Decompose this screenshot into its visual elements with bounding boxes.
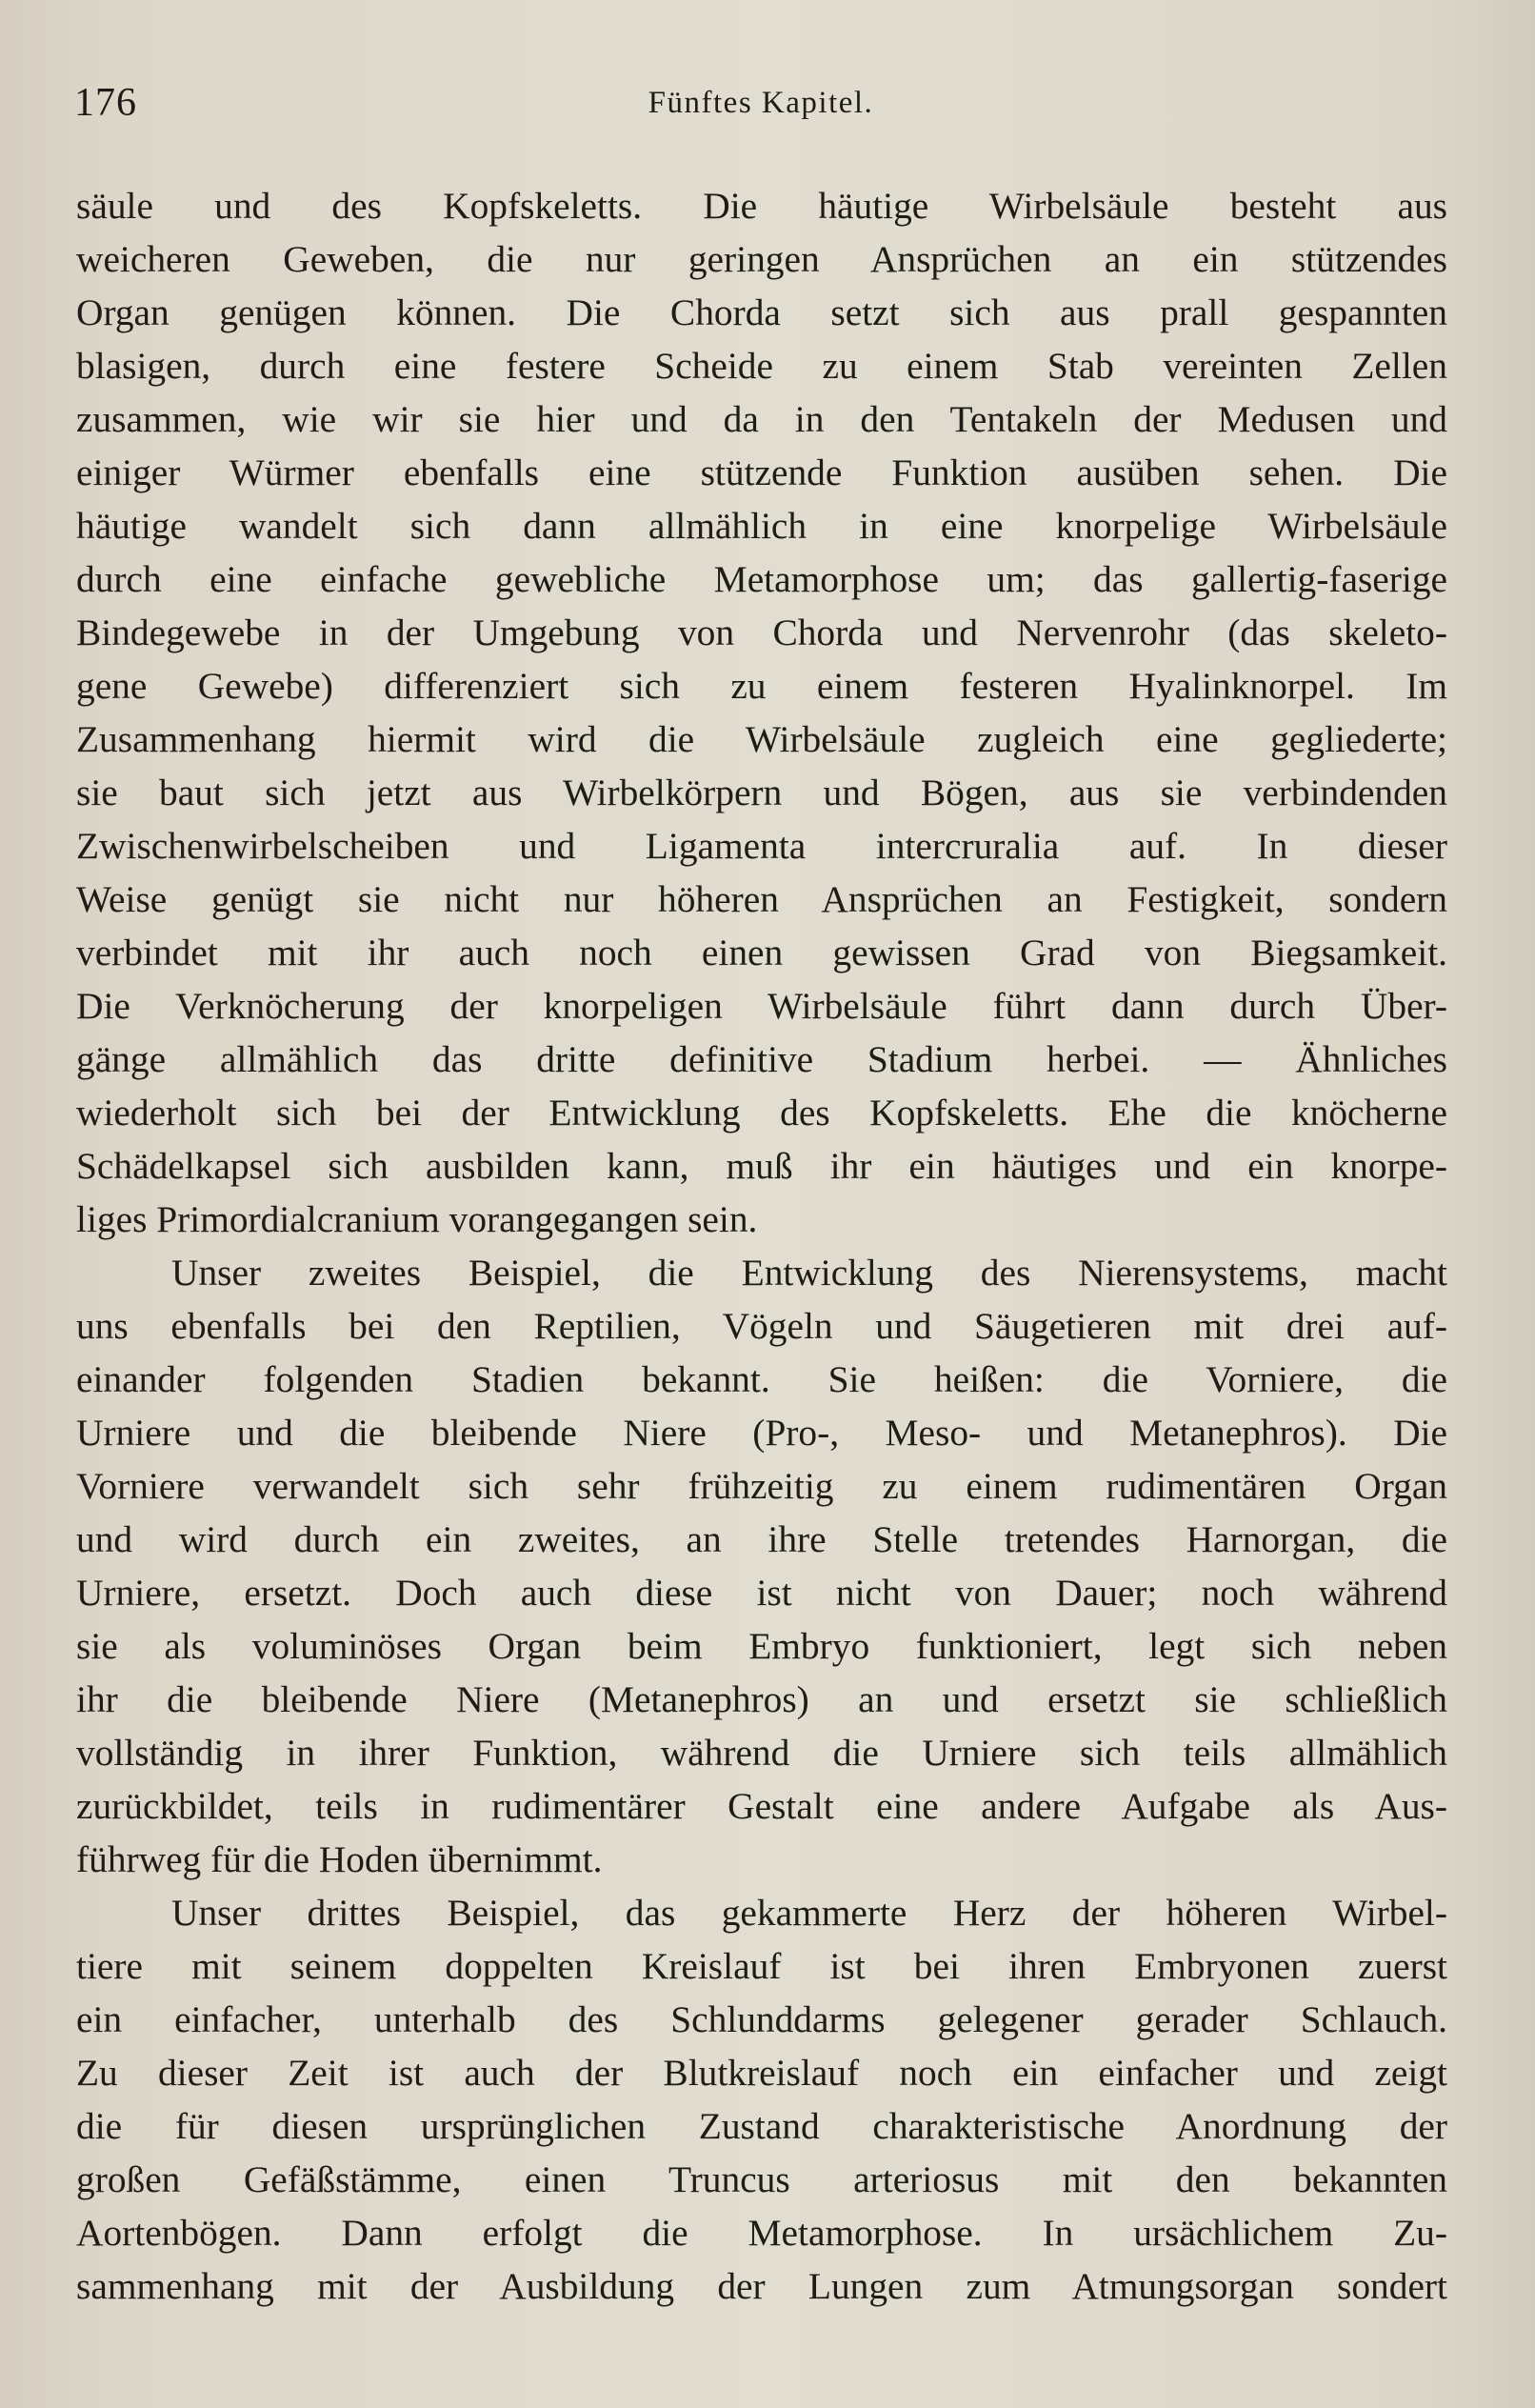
- text-line: Die Verknöcherung der knorpeligen Wirbelsäule führt dann durch Über-: [76, 985, 1447, 1027]
- text-line: zusammen, wie wir sie hier und da in den Tentakeln der Medusen und: [76, 398, 1447, 440]
- text-line: säule und des Kopfskeletts. Die häutige Wirbelsäule besteht aus: [76, 185, 1447, 227]
- text-line: Urniere und die bleibende Niere (Pro-, Meso- und Metanephros). Die: [76, 1412, 1447, 1454]
- text-line: Vorniere verwandelt sich sehr frühzeitig zu einem rudimentären Organ: [76, 1465, 1447, 1507]
- text-line: sie als voluminöses Organ beim Embryo funktioniert, legt sich neben: [76, 1625, 1447, 1667]
- text-line: die für diesen ursprünglichen Zustand charakteristische Anordnung der: [76, 2105, 1447, 2147]
- running-head: Fünftes Kapitel.: [648, 86, 874, 120]
- text-line: wiederholt sich bei der Entwicklung des Kopfskeletts. Ehe die knöcherne: [76, 1092, 1447, 1134]
- text-line: gänge allmählich das dritte definitive Stadium herbei. — Ähnliches: [76, 1038, 1447, 1080]
- text-line: ein einfacher, unterhalb des Schlunddarms gelegener gerader Schlauch.: [76, 1998, 1447, 2040]
- text-line: sie baut sich jetzt aus Wirbelkörpern und Bögen, aus sie verbindenden: [76, 772, 1447, 813]
- text-line: einiger Würmer ebenfalls eine stützende Funktion ausüben sehen. Die: [76, 452, 1447, 493]
- text-line: einander folgenden Stadien bekannt. Sie heißen: die Vorniere, die: [76, 1358, 1447, 1400]
- text-line: Zwischenwirbelscheiben und Ligamenta intercruralia auf. In dieser: [76, 825, 1447, 867]
- text-line: blasigen, durch eine festere Scheide zu einem Stab vereinten Zellen: [76, 345, 1447, 387]
- text-line: führweg für die Hoden übernimmt.: [76, 1838, 603, 1880]
- text-line: Bindegewebe in der Umgebung von Chorda und Nervenrohr (das skeleto-: [76, 612, 1447, 653]
- text-line: großen Gefäßstämme, einen Truncus arteriosus mit den bekannten: [76, 2158, 1447, 2200]
- text-line: und wird durch ein zweites, an ihre Stelle tretendes Harnorgan, die: [76, 1518, 1447, 1560]
- text-line: ihr die bleibende Niere (Metanephros) an und ersetzt sie schließlich: [76, 1678, 1447, 1720]
- text-line: häutige wandelt sich dann allmählich in eine knorpelige Wirbelsäule: [76, 505, 1447, 547]
- text-line: Aortenbögen. Dann erfolgt die Metamorphose. In ursächlichem Zu-: [76, 2212, 1447, 2254]
- text-line: Unser drittes Beispiel, das gekammerte Herz der höheren Wirbel-: [171, 1892, 1447, 1934]
- text-line: durch eine einfache gewebliche Metamorphose um; das gallertig-faserige: [76, 558, 1447, 600]
- text-line: sammenhang mit der Ausbildung der Lungen zum Atmungsorgan sondert: [76, 2265, 1447, 2307]
- text-line: uns ebenfalls bei den Reptilien, Vögeln und Säugetieren mit drei auf-: [76, 1305, 1447, 1347]
- text-line: Schädelkapsel sich ausbilden kann, muß ihr ein häutiges und ein knorpe-: [76, 1145, 1447, 1187]
- text-line: vollständig in ihrer Funktion, während die Urniere sich teils allmählich: [76, 1732, 1447, 1774]
- text-line: weicheren Geweben, die nur geringen Ansprüchen an ein stützendes: [76, 238, 1447, 280]
- text-line: verbindet mit ihr auch noch einen gewissen Grad von Biegsamkeit.: [76, 932, 1447, 973]
- text-line: zurückbildet, teils in rudimentärer Gestalt eine andere Aufgabe als Aus-: [76, 1785, 1447, 1827]
- text-line: Zusammenhang hiermit wird die Wirbelsäule zugleich eine gegliederte;: [76, 718, 1447, 760]
- text-line: Unser zweites Beispiel, die Entwicklung des Nierensystems, macht: [171, 1252, 1447, 1294]
- text-line: Zu dieser Zeit ist auch der Blutkreislauf noch ein einfacher und zeigt: [76, 2052, 1447, 2094]
- text-line: Weise genügt sie nicht nur höheren Ansprüchen an Festigkeit, sondern: [76, 878, 1447, 920]
- page-header: [74, 80, 1447, 137]
- body-text: [76, 179, 1447, 2313]
- page-number: 176: [74, 81, 137, 125]
- text-line: tiere mit seinem doppelten Kreislauf ist bei ihren Embryonen zuerst: [76, 1945, 1447, 1987]
- text-line: Organ genügen können. Die Chorda setzt sich aus prall gespannten: [76, 291, 1447, 333]
- text-line: liges Primordialcranium vorangegangen sein.: [76, 1198, 758, 1240]
- text-line: Urniere, ersetzt. Doch auch diese ist nicht von Dauer; noch während: [76, 1572, 1447, 1614]
- text-line: gene Gewebe) differenziert sich zu einem festeren Hyalinknorpel. Im: [76, 665, 1447, 707]
